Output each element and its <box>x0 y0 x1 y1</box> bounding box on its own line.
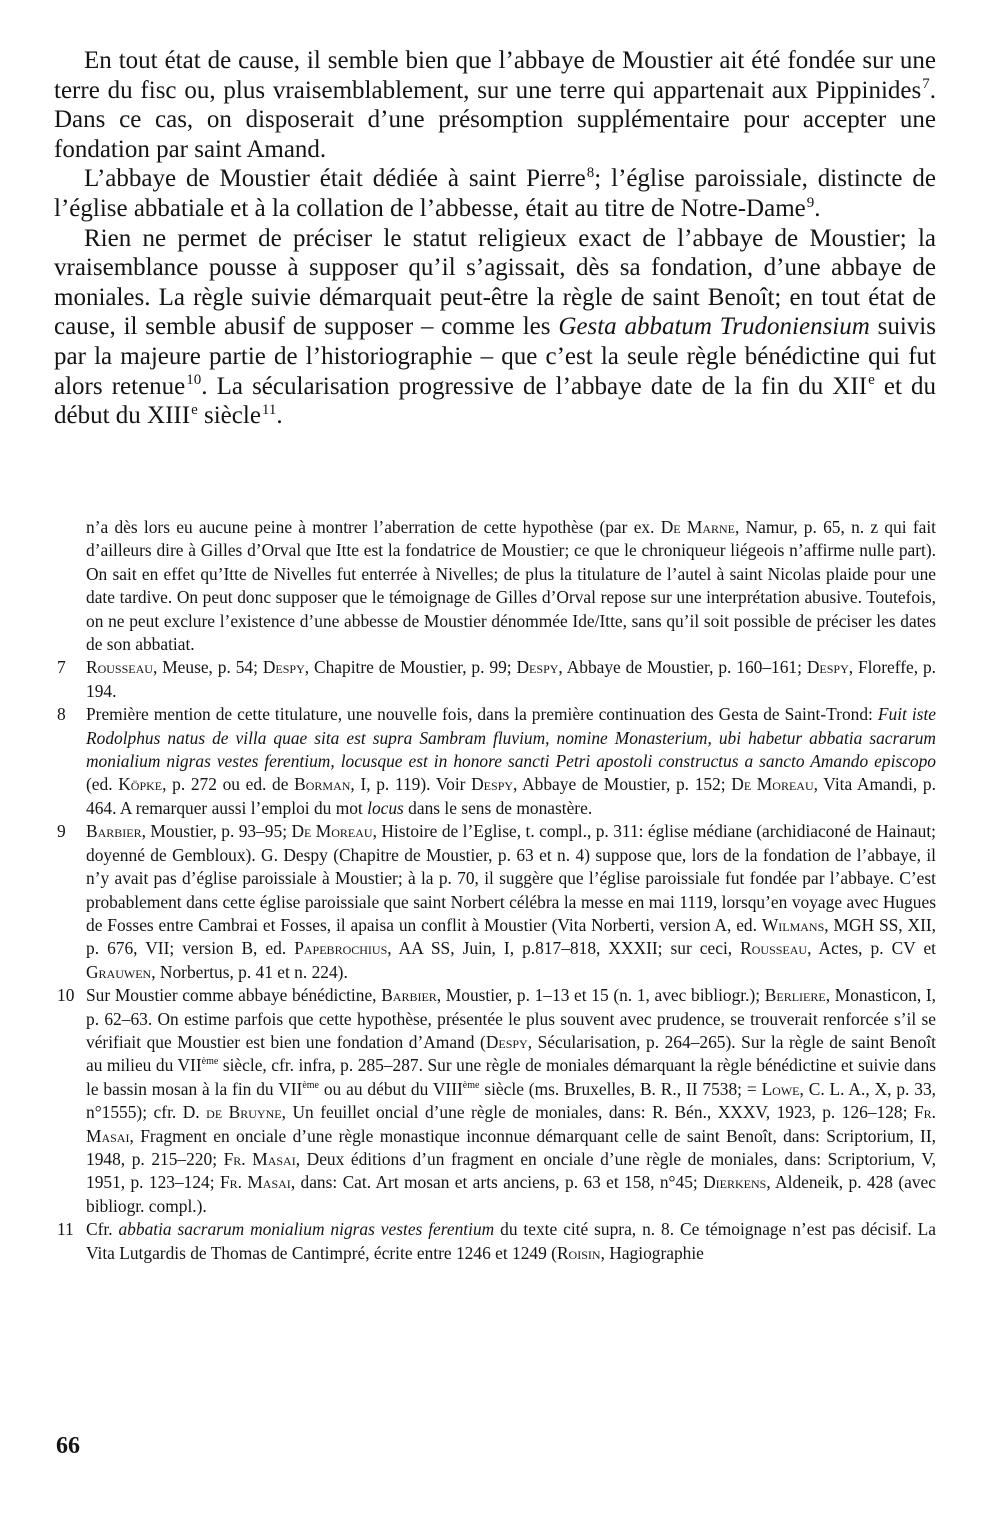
footnote-text: Barbier, Moustier, p. 93–95; De Moreau, Histoire de l’Eglise, t. compl., p. 311: église médiane (archidiaconé de Hainaut; doyenné de Gembloux). G. Despy (Chapitre de Moustier, p. 63 et n. 4) suppose que, lors de la fondation de l’abbaye, il n’y avait pas d’église paroissiale à Moustier; à la p. 70, il suggère que l’église paroissiale fut fondée par l’abbaye. C’est probablement dans cette église paroissiale que saint Norbert célébra la messe en mai 1119, lorsqu’en voyage avec Hugues de Fosses entre Cambrai et Fosses, il apaisa un conflit à Moustier (Vita Norberti, version A, ed. Wilmans, MGH SS, XII, p. 676, VII; version B, ed. Papebrochius, AA SS, Juin, I, p.817–818, XXXII; sur ceci, Rousseau, Actes, p. CV et Grauwen, Norbertus, p. 41 et n. 224). <box>86 821 937 982</box>
author-name: Grauwen <box>86 961 152 982</box>
author-name: Lowe <box>761 1078 800 1099</box>
italic-run: Gesta abbatum Trudoniensium <box>558 313 870 341</box>
footnote-number: 9 <box>57 821 66 842</box>
body-paragraph: L’abbaye de Moustier était dédiée à saint Pierre$^8$; l’église paroissiale, distincte de l’église abbatiale et à la collation de l’abbesse, était au titre de Notre-Dame$^9$. <box>54 165 936 222</box>
footnote-10 <box>56 984 936 1218</box>
author-name: Despy <box>471 774 514 795</box>
author-name: Despy <box>485 1031 528 1052</box>
body-paragraph: Rien ne permet de préciser le statut religieux exact de l’abbaye de Moustier; la vraisemblance pousse à supposer qu’il s’agissait, dès sa fondation, d’une abbaye de moniales. La règle suivie démarquait peut-être la règle de saint Benoît; en tout état de cause, il semble abusif de supposer – comme les Gesta abbatum Trudoniensium suivis par la majeure partie de l’historiographie – que c’est la seule règle bénédictine qui fut alors retenue$^{10}$. La sécularisation progressive de l’abbaye date de la fin du XIIe et du début du XIIIe siècle$^{11}$. <box>54 224 937 430</box>
superscript: ème <box>462 1079 480 1091</box>
footnote-11 <box>56 1218 936 1265</box>
superscript: 7 <box>922 76 930 93</box>
superscript: 9 <box>806 194 815 211</box>
author-name: Barbier <box>381 985 437 1006</box>
author-name: Wilmans <box>761 914 825 935</box>
superscript: 11 <box>261 401 277 418</box>
superscript: ème <box>302 1079 319 1091</box>
superscript: e <box>868 372 875 389</box>
author-name: Köpke <box>118 774 163 795</box>
author-name: Despy <box>262 657 305 678</box>
author-name: Rousseau <box>740 938 808 959</box>
footnote-8 <box>56 703 936 820</box>
author-name: Despy <box>516 657 559 678</box>
body-paragraph: En tout état de cause, il semble bien que l’abbaye de Moustier ait été fondée sur une terre du fisc ou, plus vraisemblablement, sur une terre qui appartenait aux Pippinides$^7$. Dans ce cas, on disposerait d’une présomption supplémentaire pour accepter une fondation par saint Amand. <box>54 47 936 163</box>
main-text <box>54 46 936 431</box>
footnote-number: 10 <box>57 985 75 1006</box>
author-name: de Bruyne <box>206 1102 282 1123</box>
superscript: e <box>191 401 198 418</box>
author-name: Rousseau <box>86 657 153 678</box>
italic-run: locus <box>367 797 404 818</box>
superscript: ème <box>201 1056 219 1068</box>
footnote-text: Cfr. abbatia sacrarum monialium nigras vestes ferentium du texte cité supra, n. 8. Ce témoignage n’est pas décisif. La Vita Lutgardis de Thomas de Cantimpré, écrite entre 1246 et 1249 (Roisin, Hagiographie <box>86 1219 936 1263</box>
footnotes-section <box>56 516 936 1265</box>
page-number: 66 <box>56 1433 80 1459</box>
footnote-9 <box>56 820 936 984</box>
author-name: De Moreau <box>291 821 373 842</box>
italic-run: abbatia sacrarum monialium nigras vestes ferentium <box>118 1219 495 1240</box>
author-name: Papebrochius <box>294 938 388 959</box>
footnote-number: 8 <box>57 704 66 725</box>
author-name: Borman <box>294 774 351 795</box>
footnote-text: Rousseau, Meuse, p. 54; Despy, Chapitre de Moustier, p. 99; Despy, Abbaye de Moustier, p. 160–161; Despy, Floreffe, p. 194. <box>86 657 936 701</box>
author-name: Roisin <box>556 1242 601 1263</box>
author-name: Barbier <box>86 821 142 842</box>
footnote-text: Première mention de cette titulature, une nouvelle fois, dans la première continuation des Gesta de Saint-Trond: Fuit iste Rodolphus natus de villa quae sita est supra Sambram fluvium, nomine Monasterium, ubi habetur abbatia sacrarum monialium nigras vestes ferentium, locusque est in honore sancti Petri apostoli constructus a sancto Amando episcopo (ed. Köpke, p. 272 ou ed. de Borman, I, p. 119). Voir Despy, Abbaye de Moustier, p. 152; De Moreau, Vita Amandi, p. 464. A remarquer aussi l’emploi du mot locus dans le sens de monastère. <box>86 704 936 818</box>
author-name: Despy <box>806 657 849 678</box>
footnote-number: 7 <box>57 657 66 678</box>
superscript: 10 <box>186 372 202 389</box>
author-name: De Marne <box>660 517 735 537</box>
author-name: Dierkens <box>703 1172 767 1193</box>
footnote-continuation: n’a dès lors eu aucune peine à montrer l’aberration de cette hypothèse (par ex. De Marne, Namur, p. 65, n. z qui fait d’ailleurs dire à Gilles d’Orval que Itte est la fondatrice de Moustier; ce que le chroniqueur liégeois n’affirme nulle part). On sait en effet qu’Itte de Nivelles fut enterrée à Nivelles; de plus la titulature de l’autel à saint Nicolas plaide pour une date tardive. On peut donc supposer que le témoignage de Gilles d’Orval repose sur une interprétation abusive. Toutefois, on ne peut exclure l’existence d’une abbesse de Moustier dénommée Ide/Itte, sans qu’il soit possible de préciser les dates de son abbatiat. <box>86 517 936 655</box>
author-name: Berliere <box>764 985 826 1006</box>
footnote-number: 11 <box>57 1219 74 1240</box>
author-name: Fr. Masai <box>86 1102 936 1146</box>
footnote-text: Sur Moustier comme abbaye bénédictine, Barbier, Moustier, p. 1–13 et 15 (n. 1, avec bibliogr.); Berliere, Monasticon, I, p. 62–63. On estime parfois que cette hypothèse, présentée le plus souvent avec prudence, se trouverait renforcée s’il se vérifiait que Moustier est bien une fondation d’Amand (Despy, Sécularisation, p. 264–265). Sur la règle de saint Benoît au milieu du VIIème siècle, cfr. infra, p. 285–287. Sur une règle de moniales démarquant la règle bénédictine et suivie dans le bassin mosan à la fin du VIIème ou au début du VIIIème siècle (ms. Bruxelles, B. R., II 7538; = Lowe, C. L. A., X, p. 33, n°1555); cfr. D. de Bruyne, Un feuillet oncial d’une règle de moniales, dans: R. Bén., XXXV, 1923, p. 126–128; Fr. Masai, Fragment en onciale d’une règle monastique inconnue démarquant celle de saint Benoît, dans: Scriptorium, II, 1948, p. 215–220; Fr. Masai, Deux éditions d’un fragment en onciale d’une règle de moniales, dans: Scriptorium, V, 1951, p. 123–124; Fr. Masai, dans: Cat. Art mosan et arts anciens, p. 63 et 158, n°45; Dierkens, Aldeneik, p. 428 (avec bibliogr. compl.). <box>86 985 936 1216</box>
footnote-7 <box>56 656 936 703</box>
superscript: 8 <box>586 165 595 182</box>
italic-run: Fuit iste Rodolphus natus de villa quae sita est supra Sambram fluvium, nomine Monasterium, ubi habetur abbatia sacrarum monialium nigras vestes ferentium, locusque est in honore sancti Petri apostoli constructus a sancto Amando episcopo <box>86 704 936 772</box>
author-name: De Moreau <box>731 774 814 795</box>
author-name: Fr. Masai <box>219 1172 291 1193</box>
author-name: Fr. Masai <box>223 1148 296 1169</box>
